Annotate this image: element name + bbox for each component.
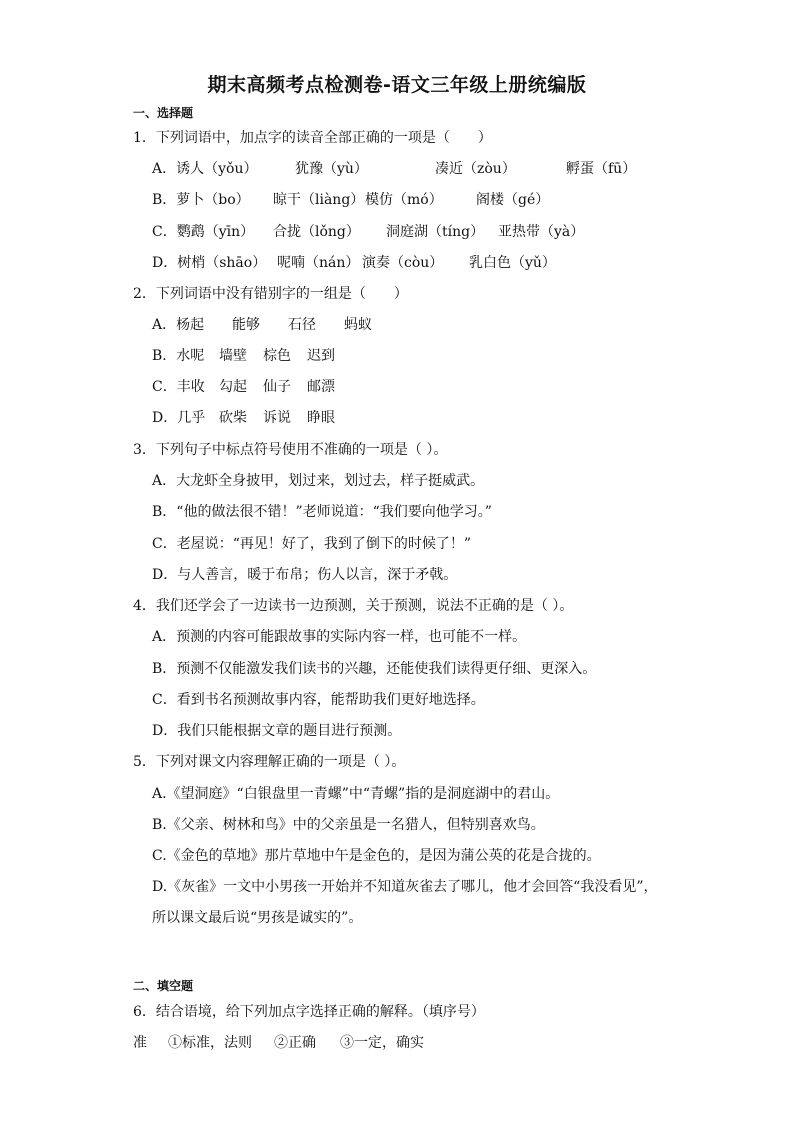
question-3-option-a: A．大龙虾全身披甲，划过来，划过去，样子挺威武。 bbox=[152, 473, 485, 489]
option-word: 乳白色（yǔ） bbox=[469, 255, 556, 271]
option-word: C．鹦鹉（yīn） bbox=[152, 224, 255, 240]
option-word: 演奏（còu） bbox=[362, 255, 444, 271]
option-word: 孵蛋（fū） bbox=[566, 161, 637, 177]
option-word: 砍柴 bbox=[219, 410, 247, 426]
option-word: B．萝卜（bo） bbox=[152, 192, 250, 208]
option-word: D．树梢（shāo） bbox=[152, 255, 267, 271]
question-3-stem: 3．下列句子中标点符号使用不准确的一项是（ ）。 bbox=[133, 442, 448, 458]
option-word: A．诱人（yǒu） bbox=[152, 161, 258, 177]
option-word: 能够 bbox=[232, 317, 260, 333]
option-word: 石径 bbox=[288, 317, 316, 333]
option-word: 邮漂 bbox=[307, 379, 335, 395]
definition-2: ②正确 bbox=[274, 1035, 316, 1051]
question-5-stem: 5．下列对课文内容理解正确的一项是（ ）。 bbox=[133, 754, 406, 770]
option-word: 晾干（liàng） bbox=[273, 192, 365, 208]
question-5-option-d: D.《灰雀》一文中小男孩一开始并不知道灰雀去了哪儿，他才会回答“我没看见”， bbox=[152, 879, 658, 895]
option-word: 凑近（zòu） bbox=[435, 161, 516, 177]
option-word: 亚热带（yà） bbox=[498, 224, 585, 240]
question-3-option-b: B．“他的做法很不错！”老师说道：“我们要向他学习。” bbox=[152, 504, 492, 520]
option-word: 呢喃（nán） bbox=[277, 255, 360, 271]
question-5-option-c: C.《金色的草地》那片草地中午是金色的，是因为蒲公英的花是合拢的。 bbox=[152, 848, 601, 864]
option-word: 迟到 bbox=[307, 348, 335, 364]
question-4-stem: 4．我们还学会了一边读书一边预测，关于预测，说法不正确的是（ ）。 bbox=[133, 598, 574, 614]
question-3-option-d: D．与人善言，暖于布帛；伤人以言，深于矛戟。 bbox=[152, 567, 458, 583]
section-heading-fill: 二、填空题 bbox=[133, 979, 194, 993]
option-word: C．丰收 bbox=[152, 379, 205, 395]
option-word: 诉说 bbox=[263, 410, 291, 426]
question-4-option-d: D．我们只能根据文章的题目进行预测。 bbox=[152, 723, 402, 739]
option-word: 棕色 bbox=[263, 348, 291, 364]
section-heading-choice: 一、选择题 bbox=[133, 106, 194, 120]
question-5-option-a: A.《望洞庭》“白银盘里一青螺”中“青螺”指的是洞庭湖中的君山。 bbox=[152, 786, 560, 802]
option-word: 勾起 bbox=[219, 379, 247, 395]
option-word: 洞庭湖（tíng） bbox=[386, 224, 485, 240]
option-word: D．几乎 bbox=[152, 410, 206, 426]
question-1-stem: 1．下列词语中，加点字的读音全部正确的一项是（ ） bbox=[133, 130, 492, 146]
question-4-option-a: A．预测的内容可能跟故事的实际内容一样，也可能不一样。 bbox=[152, 629, 527, 645]
question-4-option-b: B．预测不仅能激发我们读书的兴趣，还能使我们读得更仔细、更深入。 bbox=[152, 661, 597, 677]
question-3-option-c: C．老屋说：“再见！好了，我到了倒下的时候了！” bbox=[152, 536, 472, 552]
option-word: B．水呢 bbox=[152, 348, 205, 364]
question-5-option-d-continued: 所以课文最后说“男孩是诚实的”。 bbox=[152, 910, 363, 926]
page-title: 期末高频考点检测卷-语文三年级上册统编版 bbox=[207, 74, 587, 96]
option-word: A．杨起 bbox=[152, 317, 205, 333]
option-word: 阁楼（gé） bbox=[476, 192, 550, 208]
option-word: 墙壁 bbox=[219, 348, 247, 364]
question-2-stem: 2．下列词语中没有错别字的一组是（ ） bbox=[133, 286, 408, 302]
option-word: 仙子 bbox=[263, 379, 291, 395]
question-5-option-b: B.《父亲、树林和鸟》中的父亲虽是一名猎人，但特别喜欢鸟。 bbox=[152, 817, 545, 833]
option-word: 模仿（mó） bbox=[365, 192, 443, 208]
option-word: 睁眼 bbox=[307, 410, 335, 426]
definition-1: ①标准，法则 bbox=[168, 1035, 252, 1051]
target-character: 准 bbox=[133, 1035, 147, 1051]
definition-3: ③一定，确实 bbox=[340, 1035, 424, 1051]
option-word: 犹豫（yù） bbox=[295, 161, 368, 177]
question-6-stem: 6．结合语境，给下列加点字选择正确的解释。（填序号） bbox=[133, 1004, 485, 1020]
question-4-option-c: C．看到书名预测故事内容，能帮助我们更好地选择。 bbox=[152, 692, 485, 708]
option-word: 蚂蚁 bbox=[344, 317, 372, 333]
option-word: 合拢（lǒng） bbox=[273, 224, 360, 240]
